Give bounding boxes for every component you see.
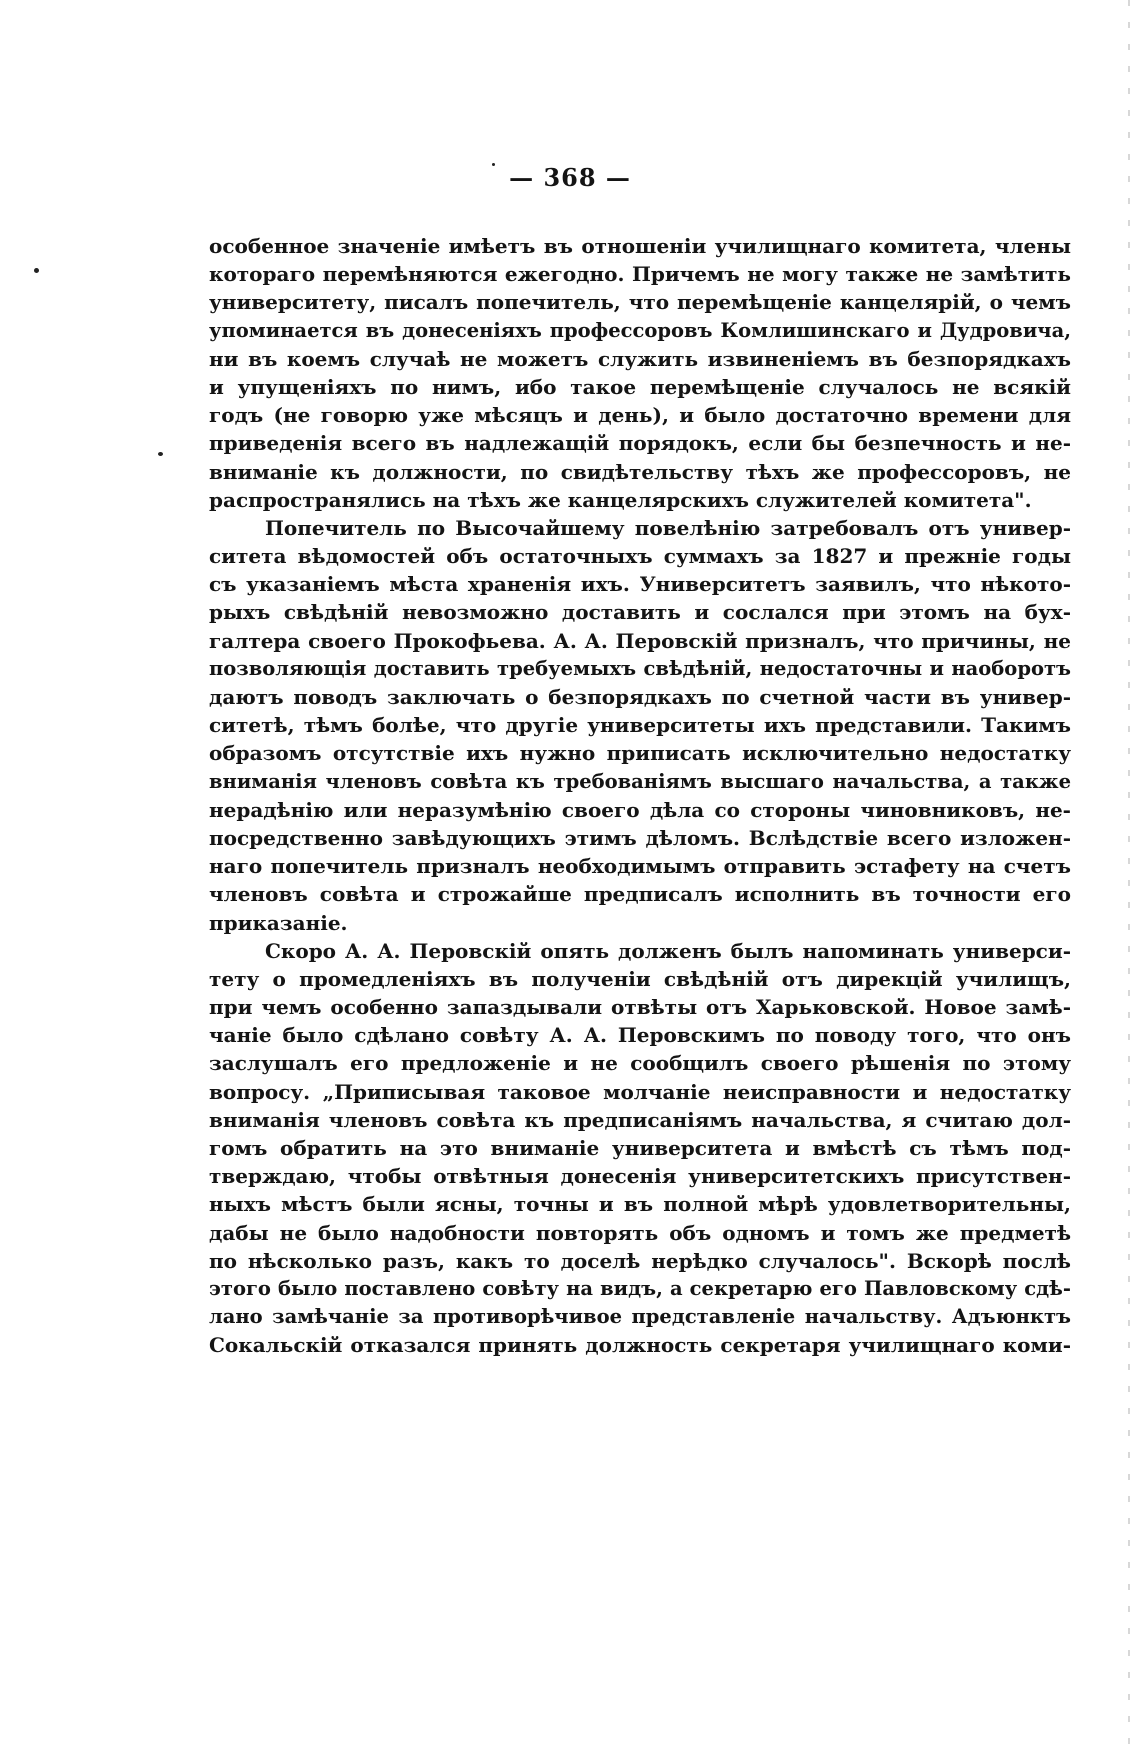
text-line: ни въ коемъ случаѣ не можетъ служить извиненіемъ въ безпорядкахъ: [209, 346, 1071, 371]
text-line: упоминается въ донесеніяхъ профессоровъ Комлишинскаго и Дудровича,: [209, 318, 1071, 342]
text-line: чаніе было сдѣлано совѣту А. А. Перовскимъ по поводу того, что онъ: [209, 1023, 1071, 1048]
page-number: — 368 —: [509, 163, 631, 192]
text-line: университету, писалъ попечитель, что перемѣщеніе канцелярій, о чемъ: [209, 290, 1071, 315]
paragraph-1: [209, 232, 1071, 514]
text-line: ситетѣ, тѣмъ болѣе, что другіе университеты ихъ представили. Такимъ: [209, 713, 1071, 738]
text-line: вниманія членовъ совѣта къ предписаніямъ начальства, я считаю дол-: [209, 1107, 1071, 1132]
paragraph-2: [209, 514, 1071, 937]
text-line: и упущеніяхъ по нимъ, ибо такое перемѣщеніе случалось не всякій: [209, 374, 1071, 399]
text-line: Скоро А. А. Перовскій опять долженъ былъ напоминать универси-: [265, 938, 1071, 963]
text-line: приказаніе.: [209, 910, 348, 935]
body-text: [209, 232, 1071, 1360]
text-line: гомъ обратить на это вниманіе университета и вмѣстѣ съ тѣмъ под-: [209, 1136, 1071, 1160]
text-line: рыхъ свѣдѣній невозможно доставить и сослался при этомъ на бух-: [209, 600, 1071, 625]
text-line: вниманіе къ должности, по свидѣтельству тѣхъ же профессоровъ, не: [209, 459, 1071, 484]
text-line: вниманія членовъ совѣта къ требованіямъ высшаго начальства, а также: [209, 769, 1071, 793]
paragraph-3: [209, 937, 1071, 1360]
text-line: членовъ совѣта и строжайше предписалъ исполнить въ точности его: [209, 882, 1071, 907]
text-line: по нѣсколько разъ, какъ то доселѣ нерѣдко случалось". Вскорѣ послѣ: [209, 1248, 1071, 1273]
text-line: заслушалъ его предложеніе и не сообщилъ своего рѣшенія по этому: [209, 1051, 1071, 1076]
scan-speck: [34, 268, 39, 273]
text-line: тету о промедленіяхъ въ полученіи свѣдѣній отъ дирекцій училищъ,: [209, 966, 1071, 991]
text-line: особенное значеніе имѣетъ въ отношеніи училищнаго комитета, члены: [209, 234, 1071, 258]
text-line: ситета вѣдомостей объ остаточныхъ суммахъ за 1827 и прежніе годы: [209, 544, 1071, 569]
scan-edge-line: [1128, 0, 1130, 1756]
text-line: распространялись на тѣхъ же канцелярскихъ служителей комитета".: [209, 487, 1032, 512]
text-line: посредственно завѣдующихъ этимъ дѣломъ. Вслѣдствіе всего изложен-: [209, 825, 1071, 850]
text-line: даютъ поводъ заключать о безпорядкахъ по счетной части въ универ-: [209, 685, 1071, 709]
scan-speck: [158, 452, 163, 456]
text-line: вопросу. „Приписывая таковое молчаніе неисправности и недостатку: [209, 1079, 1071, 1104]
text-line: лано замѣчаніе за противорѣчивое представленіе начальству. Адъюнктъ: [209, 1305, 1071, 1329]
text-line: приведенія всего въ надлежащій порядокъ, если бы безпечность и не-: [209, 431, 1071, 456]
text-line: котораго перемѣняются ежегодно. Причемъ не могу также не замѣтить: [209, 262, 1071, 287]
text-line: наго попечитель призналъ необходимымъ отправить эстафету на счетъ: [209, 854, 1071, 879]
text-line: годъ (не говорю уже мѣсяцъ и день), и было достаточно времени для: [209, 403, 1071, 428]
text-line: ныхъ мѣстъ были ясны, точны и въ полной мѣрѣ удовлетворительны,: [209, 1192, 1071, 1217]
text-line: съ указаніемъ мѣста храненія ихъ. Университетъ заявилъ, что нѣкото-: [209, 572, 1071, 597]
text-line: тверждаю, чтобы отвѣтныя донесенія университетскихъ присутствен-: [209, 1164, 1071, 1189]
text-line: образомъ отсутствіе ихъ нужно приписать исключительно недостатку: [209, 741, 1071, 766]
text-line: этого было поставлено совѣту на видъ, а секретарю его Павловскому сдѣ-: [209, 1276, 1071, 1300]
text-line: позволяющія доставить требуемыхъ свѣдѣній, недостаточны и наоборотъ: [209, 656, 1071, 680]
text-line: галтера своего Прокофьева. А. А. Перовскій призналъ, что причины, не: [209, 628, 1071, 653]
text-line: при чемъ особенно запаздывали отвѣты отъ Харьковской. Новое замѣ-: [209, 995, 1071, 1020]
text-line: Попечитель по Высочайшему повелѣнію затребовалъ отъ универ-: [265, 515, 1071, 540]
text-line: нерадѣнію или неразумѣнію своего дѣла со стороны чиновниковъ, не-: [209, 797, 1071, 822]
text-line: дабы не было надобности повторять объ одномъ и томъ же предметѣ: [209, 1220, 1071, 1245]
text-line: Сокальскій отказался принять должность секретаря училищнаго коми-: [209, 1333, 1071, 1358]
